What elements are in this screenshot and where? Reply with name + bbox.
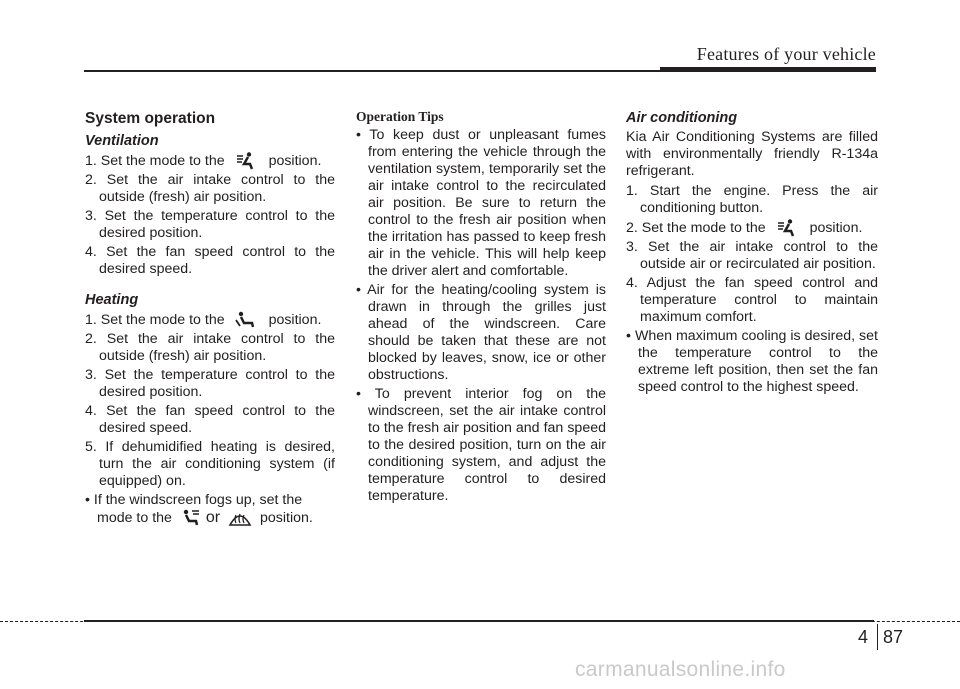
watermark: carmanualsonline.info xyxy=(575,658,786,681)
face-vent-mode-icon xyxy=(776,219,798,237)
tip-bullet-3: • To prevent interior fog on the windscreen, set the air intake control to the fresh air position and fan speed to the desired position, turn on the air conditioning system, and adjust the temperature control to desired temperature. xyxy=(356,386,606,504)
column-operation-tips xyxy=(356,110,606,507)
subheading-ventilation: Ventilation xyxy=(85,133,159,149)
page-number: 87 xyxy=(883,627,904,647)
ventilation-step-2: 2. Set the air intake control to the outside (fresh) air position. xyxy=(85,172,335,205)
footer-rule xyxy=(84,620,874,622)
heating-step-2: 2. Set the air intake control to the outside (fresh) air position. xyxy=(85,331,335,364)
floor-mode-icon xyxy=(235,311,257,329)
face-vent-mode-icon xyxy=(235,152,257,170)
ac-bullet-max-cooling: • When maximum cooling is desired, set the temperature control to the extreme left position, then set the fan speed control to the highest speed. xyxy=(626,328,878,395)
ventilation-step-3: 3. Set the temperature control to the desired position. xyxy=(85,208,335,241)
or-text: or xyxy=(205,509,221,526)
section-heading-system-operation: System operation xyxy=(85,110,216,127)
air-conditioning-intro: Kia Air Conditioning Systems are filled with environmentally friendly R-134a refrigerant. xyxy=(626,129,878,179)
tip-bullet-1: • To keep dust or unpleasant fumes from entering the vehicle through the ventilation system, temporarily set the air intake control to the recirculated air position. Be sure to return the control to the fresh air position when the irritation has passed to keep fresh air in the vehicle. This will help keep the driver alert and comfortable. xyxy=(356,127,606,279)
column-system-operation xyxy=(85,110,335,529)
subheading-air-conditioning: Air conditioning xyxy=(626,110,738,126)
ventilation-step-4: 4. Set the fan speed control to the desired speed. xyxy=(85,244,335,277)
ac-step-1: 1. Start the engine. Press the air conditioning button. xyxy=(626,183,878,216)
heating-step-3: 3. Set the temperature control to the desired position. xyxy=(85,367,335,400)
ventilation-step-1: 1. Set the mode to the position. xyxy=(85,152,322,169)
header-rule-accent xyxy=(660,67,876,72)
windscreen-defrost-icon xyxy=(228,509,252,527)
heating-step-5: 5. If dehumidified heating is desired, turn the air conditioning system (if equipped) on. xyxy=(85,439,335,489)
tip-bullet-2: • Air for the heating/cooling system is drawn in through the grilles just ahead of the windscreen. Care should be taken that these are not blocked by leaves, snow, ice or other obstructions. xyxy=(356,282,606,383)
column-air-conditioning xyxy=(626,110,878,398)
ac-step-2: 2. Set the mode to the position. xyxy=(626,219,863,236)
ac-step-3: 3. Set the air intake control to the outside air or recirculated air position. xyxy=(626,239,878,272)
page-header-title: Features of your vehicle xyxy=(696,44,876,64)
ac-step-4: 4. Adjust the fan speed control and temperature control to maintain maximum comfort. xyxy=(626,275,878,325)
heating-bullet-windscreen-fog: • If the windscreen fogs up, set the mode to the or position. xyxy=(85,492,313,526)
heating-step-4: 4. Set the fan speed control to the desired speed. xyxy=(85,403,335,436)
heading-operation-tips: Operation Tips xyxy=(356,109,444,124)
floor-defrost-mode-icon xyxy=(180,509,200,527)
subheading-heating: Heating xyxy=(85,292,139,308)
section-number: 4 xyxy=(858,627,869,647)
page-number-separator xyxy=(877,624,878,650)
heating-step-1: 1. Set the mode to the position. xyxy=(85,311,322,328)
